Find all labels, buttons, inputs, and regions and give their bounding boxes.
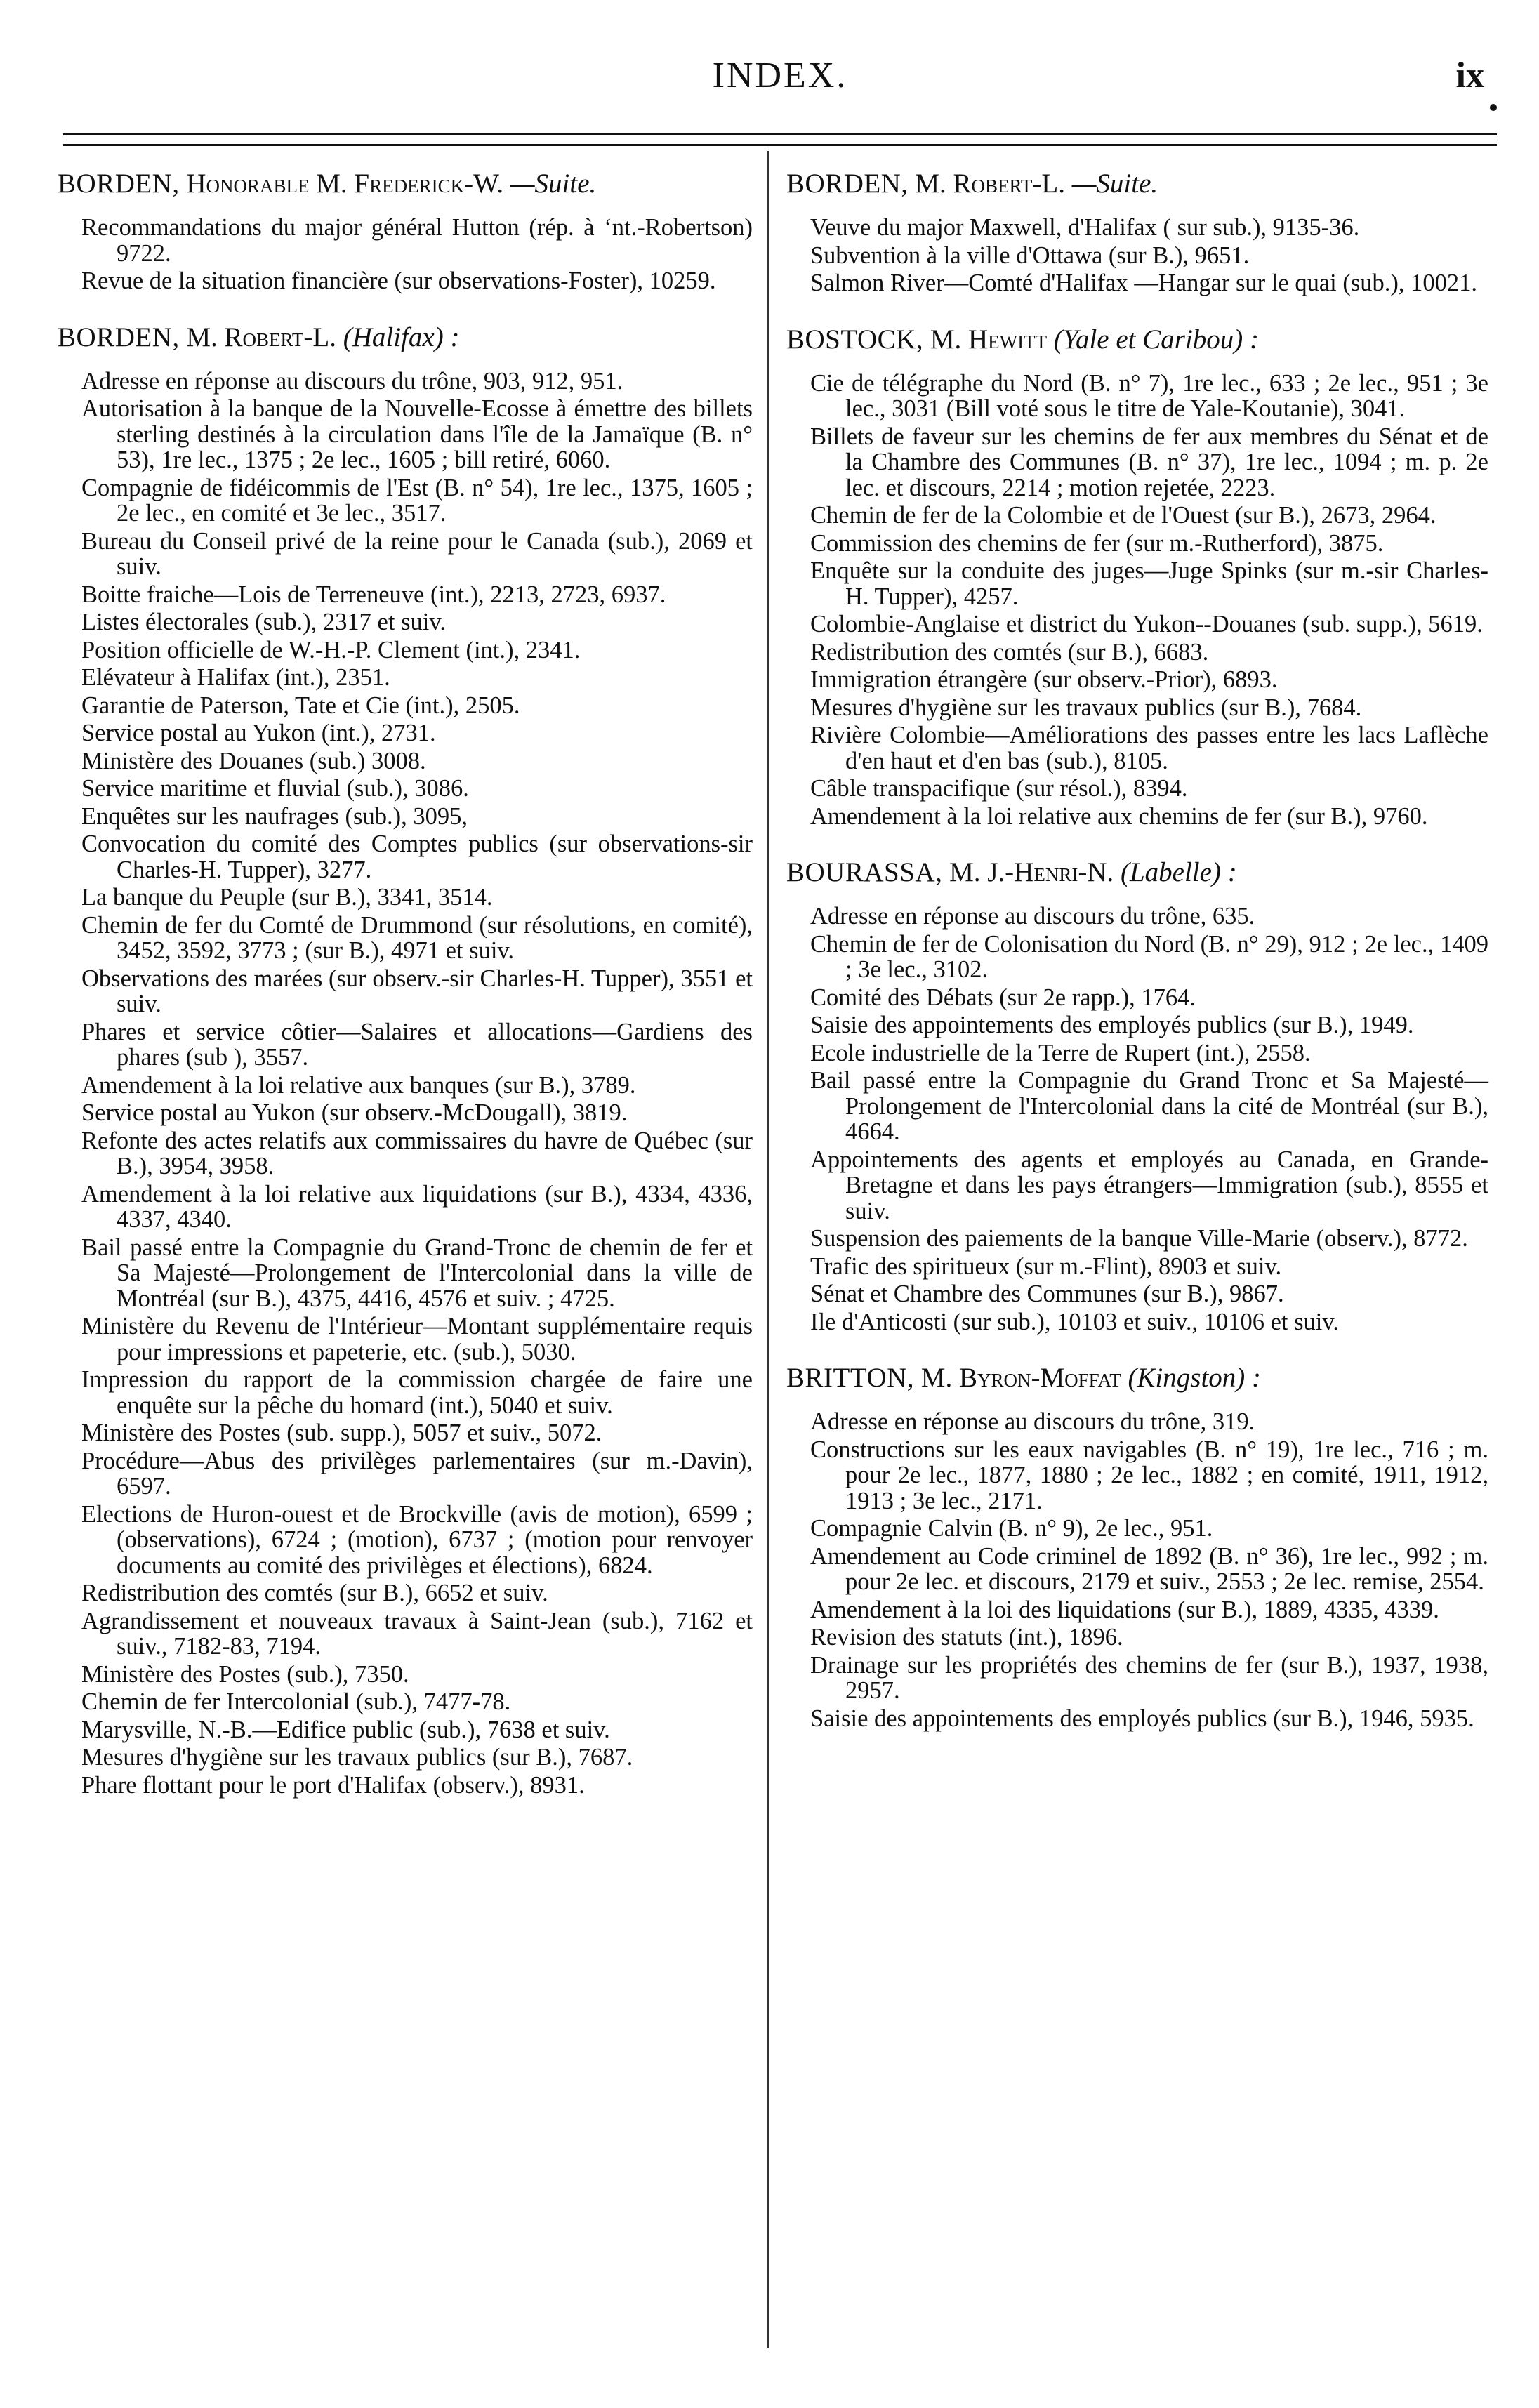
index-entry: Drainage sur les propriétés des chemins de fer (sur B.), 1937, 1938, 2957.: [810, 1651, 1488, 1704]
index-entry: Colombie-Anglaise et district du Yukon--Douanes (sub. supp.), 5619.: [810, 611, 1483, 637]
index-entry: Enquête sur la conduite des juges—Juge Spinks (sur m.-sir Charles-H. Tupper), 4257.: [810, 557, 1488, 610]
ink-dot: [1490, 104, 1497, 111]
index-section: [786, 324, 1488, 830]
index-entry: Ecole industrielle de la Terre de Rupert (int.), 2558.: [810, 1039, 1311, 1066]
index-section: [786, 857, 1488, 1335]
member-surname: BORDEN,: [58, 168, 180, 199]
member-title: M. Hewitt: [923, 324, 1054, 355]
index-entry: Amendement au Code criminel de 1892 (B. n° 36), 1re lec., 992 ; m. pour 2e lec. et discours, 2179 et suiv., 2553 ; 2e lec. remise, 2554.: [810, 1542, 1488, 1595]
index-entry: Agrandissement et nouveaux travaux à Saint-Jean (sub.), 7162 et suiv., 7182-83, 7194.: [81, 1607, 753, 1660]
index-entry: Saisie des appointements des employés publics (sur B.), 1949.: [810, 1012, 1414, 1038]
index-entry: Impression du rapport de la commission chargée de faire une enquête sur la pêche du homard (int.), 5040 et suiv.: [81, 1366, 753, 1419]
member-constituency: (Halifax) :: [343, 322, 460, 352]
left-column: [58, 168, 753, 1820]
index-entry: La banque du Peuple (sur B.), 3341, 3514.: [81, 884, 493, 911]
index-entry: Billets de faveur sur les chemins de fer aux membres du Sénat et de la Chambre des Communes (B. n° 37), 1re lec., 1094 ; m. p. 2e lec. et discours, 2214 ; motion rejetée, 2223.: [810, 423, 1488, 501]
index-entry: Elévateur à Halifax (int.), 2351.: [81, 664, 390, 691]
entry-list: [786, 371, 1488, 830]
index-section: [58, 322, 753, 1799]
member-title: M. J.-Henri-N.: [942, 857, 1121, 887]
index-entry: Rivière Colombie—Améliorations des passes entre les lacs Laflèche d'en haut et d'en bas (sub.), 8105.: [810, 722, 1488, 774]
index-entry: Elections de Huron-ouest et de Brockville (avis de motion), 6599 ; (observations), 6724 ; (motion), 6737 ; (motion pour renvoyer documents au comité des privilèges et élections), 6824.: [81, 1500, 753, 1579]
index-section: [786, 1363, 1488, 1731]
member-title: M. Robert-L.: [179, 322, 343, 352]
member-constituency: —Suite.: [1071, 168, 1158, 199]
index-entry: Bail passé entre la Compagnie du Grand-Tronc de chemin de fer et Sa Majesté—Prolongement de l'Intercolonial dans la ville de Montréal (sur B.), 4375, 4416, 4576 et suiv. ; 4725.: [81, 1233, 753, 1312]
index-entry: Amendement à la loi relative aux liquidations (sur B.), 4334, 4336, 4337, 4340.: [81, 1180, 753, 1233]
member-surname: BORDEN,: [786, 168, 909, 199]
index-entry: Service postal au Yukon (int.), 2731.: [81, 720, 436, 746]
index-entry: Ministère des Douanes (sub.) 3008.: [81, 747, 426, 774]
index-entry: Compagnie de fidéicommis de l'Est (B. n° 54), 1re lec., 1375, 1605 ; 2e lec., en comité et 3e lec., 3517.: [81, 474, 753, 527]
index-entry: Adresse en réponse au discours du trône, 319.: [810, 1408, 1255, 1435]
index-entry: Phare flottant pour le port d'Halifax (observ.), 8931.: [81, 1771, 585, 1799]
index-entry: Listes électorales (sub.), 2317 et suiv.: [81, 609, 446, 635]
member-constituency: (Labelle) :: [1120, 857, 1237, 887]
right-column: [786, 168, 1488, 1754]
index-entry: Chemin de fer Intercolonial (sub.), 7477-78.: [81, 1688, 511, 1715]
index-entry: Autorisation à la banque de la Nouvelle-Ecosse à émettre des billets sterling destinés à la circulation dans l'île de la Jamaïque (B. n° 53), 1re lec., 1375 ; 2e lec., 1605 ; bill retiré, 6060.: [81, 395, 753, 473]
index-entry: Convocation du comité des Comptes publics (sur observations-sir Charles-H. Tupper), 3277.: [81, 831, 753, 883]
index-entry: Service maritime et fluvial (sub.), 3086.: [81, 775, 469, 802]
index-entry: Ministère du Revenu de l'Intérieur—Montant supplémentaire requis pour impressions et papeterie, etc. (sub.), 5030.: [81, 1313, 753, 1365]
index-entry: Veuve du major Maxwell, d'Halifax ( sur sub.), 9135-36.: [810, 214, 1360, 241]
index-entry: Boitte fraiche—Lois de Terreneuve (int.), 2213, 2723, 6937.: [81, 581, 666, 608]
index-entry: Appointements des agents et employés au Canada, en Grande-Bretagne et dans les pays étrangers—Immigration (sub.), 8555 et suiv.: [810, 1146, 1488, 1224]
index-entry: Service postal au Yukon (sur observ.-McDougall), 3819.: [81, 1099, 628, 1126]
index-entry: Compagnie Calvin (B. n° 9), 2e lec., 951.: [810, 1515, 1213, 1542]
index-entry: Position officielle de W.-H.-P. Clement (int.), 2341.: [81, 636, 581, 663]
member-surname: BORDEN,: [58, 322, 180, 352]
index-entry: Subvention à la ville d'Ottawa (sur B.), 9651.: [810, 242, 1250, 269]
member-constituency: (Kingston) :: [1128, 1363, 1262, 1393]
section-heading: [786, 168, 1488, 199]
index-section: [786, 168, 1488, 296]
member-title: M. Robert-L.: [908, 168, 1072, 199]
index-entry: Phares et service côtier—Salaires et allocations—Gardiens des phares (sub ), 3557.: [81, 1018, 753, 1071]
index-entry: Sénat et Chambre des Communes (sur B.), 9867.: [810, 1281, 1284, 1307]
index-section: [58, 168, 753, 294]
index-entry: Câble transpacifique (sur résol.), 8394.: [810, 775, 1188, 802]
index-entry: Ministère des Postes (sub. supp.), 5057 et suiv., 5072.: [81, 1420, 602, 1446]
index-entry: Ile d'Anticosti (sur sub.), 10103 et suiv., 10106 et suiv.: [810, 1308, 1340, 1335]
index-entry: Adresse en réponse au discours du trône, 903, 912, 951.: [81, 367, 623, 395]
index-entry: Mesures d'hygiène sur les travaux publics (sur B.), 7684.: [810, 694, 1362, 721]
member-constituency: —Suite.: [510, 168, 597, 199]
entry-list: [58, 369, 753, 1799]
index-entry: Salmon River—Comté d'Halifax —Hangar sur le quai (sub.), 10021.: [810, 270, 1477, 296]
index-entry: Adresse en réponse au discours du trône, 635.: [810, 903, 1255, 930]
index-entry: Revision des statuts (int.), 1896.: [810, 1624, 1123, 1650]
index-entry: Observations des marées (sur observ.-sir Charles-H. Tupper), 3551 et suiv.: [81, 965, 753, 1017]
page-header: [63, 42, 1497, 105]
index-entry: Redistribution des comtés (sur B.), 6652 et suiv.: [81, 1580, 548, 1606]
index-entry: Comité des Débats (sur 2e rapp.), 1764.: [810, 984, 1196, 1011]
index-entry: Ministère des Postes (sub.), 7350.: [81, 1660, 409, 1688]
member-constituency: (Yale et Caribou) :: [1053, 324, 1260, 355]
index-entry: Commission des chemins de fer (sur m.-Rutherford), 3875.: [810, 529, 1384, 557]
index-entry: Amendement à la loi des liquidations (sur B.), 1889, 4335, 4339.: [810, 1596, 1439, 1623]
entry-list: [786, 1409, 1488, 1731]
index-entry: Chemin de fer de Colonisation du Nord (B. n° 29), 912 ; 2e lec., 1409 ; 3e lec., 3102.: [810, 930, 1488, 983]
entry-list: [786, 904, 1488, 1335]
index-entry: Mesures d'hygiène sur les travaux publics (sur B.), 7687.: [81, 1744, 633, 1771]
header-rule-bottom: [63, 144, 1497, 146]
member-surname: BOURASSA,: [786, 857, 943, 887]
section-heading: [58, 322, 753, 353]
section-heading: [786, 1363, 1488, 1394]
page-number: ix: [1455, 55, 1484, 95]
entry-list: [58, 215, 753, 294]
index-entry: Garantie de Paterson, Tate et Cie (int.), 2505.: [81, 692, 520, 719]
member-title: Honorable M. Frederick-W.: [179, 168, 510, 199]
entry-list: [786, 215, 1488, 296]
page-title: INDEX.: [712, 55, 848, 95]
index-entry: Suspension des paiements de la banque Ville-Marie (observ.), 8772.: [810, 1225, 1468, 1252]
index-entry: Trafic des spiritueux (sur m.-Flint), 8903 et suiv.: [810, 1252, 1282, 1280]
index-entry: Chemin de fer du Comté de Drummond (sur résolutions, en comité), 3452, 3592, 3773 ; (sur B.), 4971 et suiv.: [81, 911, 753, 964]
section-heading: [786, 857, 1488, 888]
index-entry: Refonte des actes relatifs aux commissaires du havre de Québec (sur B.), 3954, 3958.: [81, 1127, 753, 1179]
index-entry: Immigration étrangère (sur observ.-Prior), 6893.: [810, 666, 1278, 693]
section-heading: [58, 168, 753, 199]
member-surname: BOSTOCK,: [786, 324, 924, 355]
index-entry: Chemin de fer de la Colombie et de l'Ouest (sur B.), 2673, 2964.: [810, 502, 1436, 529]
index-entry: Constructions sur les eaux navigables (B. n° 19), 1re lec., 716 ; m. pour 2e lec., 1877, 1880 ; 2e lec., 1882 ; en comité, 1911, 1912, 1913 ; 3e lec., 2171.: [810, 1436, 1488, 1514]
index-entry: Procédure—Abus des privilèges parlementaires (sur m.-Davin), 6597.: [81, 1447, 753, 1500]
index-entry: Saisie des appointements des employés publics (sur B.), 1946, 5935.: [810, 1705, 1474, 1732]
index-entry: Amendement à la loi relative aux chemins de fer (sur B.), 9760.: [810, 802, 1428, 830]
index-entry: Bureau du Conseil privé de la reine pour le Canada (sub.), 2069 et suiv.: [81, 527, 753, 580]
index-entry: Bail passé entre la Compagnie du Grand Tronc et Sa Majesté—Prolongement de l'Intercolonial dans la cité de Montréal (sur B.), 4664.: [810, 1067, 1488, 1145]
index-entry: Recommandations du major général Hutton (rép. à ‘nt.-Robertson) 9722.: [81, 214, 753, 267]
section-heading: [786, 324, 1488, 355]
index-entry: Marysville, N.-B.—Edifice public (sub.), 7638 et suiv.: [81, 1716, 610, 1743]
column-divider: [767, 151, 769, 2348]
index-entry: Revue de la situation financière (sur observations-Foster), 10259.: [81, 267, 716, 294]
index-entry: Enquêtes sur les naufrages (sub.), 3095,: [81, 802, 468, 830]
index-entry: Amendement à la loi relative aux banques (sur B.), 3789.: [81, 1071, 636, 1099]
member-title: M. Byron-Moffat: [914, 1363, 1128, 1393]
header-rule-top: [63, 133, 1497, 135]
member-surname: BRITTON,: [786, 1363, 915, 1393]
index-entry: Redistribution des comtés (sur B.), 6683.: [810, 638, 1209, 666]
index-entry: Cie de télégraphe du Nord (B. n° 7), 1re lec., 633 ; 2e lec., 951 ; 3e lec., 3031 (Bill voté sous le titre de Yale-Koutanie), 3041.: [810, 369, 1488, 422]
